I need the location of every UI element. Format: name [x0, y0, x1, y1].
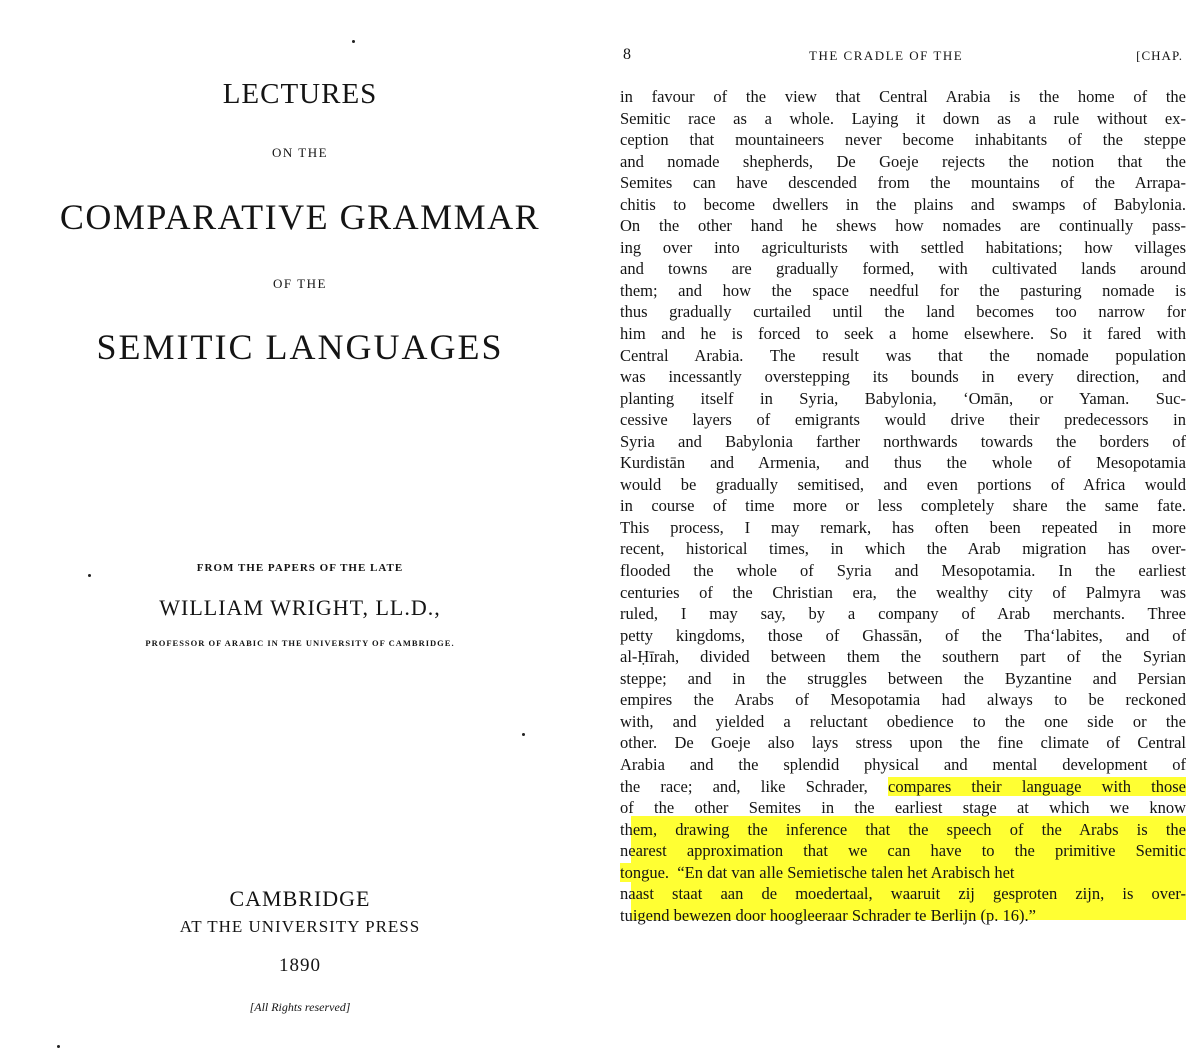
text-line: chitis to become dwellers in the plains and swamps of Babylonia. [620, 194, 1186, 214]
imprint-city: CAMBRIDGE [229, 886, 371, 911]
text-page [600, 0, 1200, 1055]
text-line: him and he is forced to seek a home elsewhere. So it fared with [620, 324, 1186, 344]
text-line: cessive layers of emigrants would drive their predecessors in [620, 410, 1186, 430]
author-affiliation: PROFESSOR OF ARABIC IN THE UNIVERSITY OF CAMBRIDGE. [145, 638, 455, 648]
title-on-the: ON THE [271, 145, 329, 160]
text-line: and towns are gradually formed, with cultivated lands around [620, 259, 1186, 279]
page-number: 8 [623, 46, 631, 63]
text-line: planting itself in Syria, Babylonia, ‘Omān, or Yaman. Suc- [620, 388, 1186, 408]
imprint-year: 1890 [279, 955, 321, 976]
text-line-highlight-start: the race; and, like Schrader, compares their language with those [620, 776, 1186, 796]
text-line: empires the Arabs of Mesopotamia had always to be reckoned [620, 690, 1186, 710]
title-lectures: LECTURES [222, 78, 378, 110]
running-head [623, 46, 1183, 66]
text-line: Syria and Babylonia farther northwards towards the borders of [620, 431, 1186, 451]
text-line: them, drawing the inference that the speech of the Arabs is the [620, 819, 1186, 839]
text-line: would be gradually semitised, and even portions of Africa would [620, 474, 1186, 494]
imprint-press: AT THE UNIVERSITY PRESS [179, 917, 421, 936]
text-line: al-Ḥīrah, divided between them the southern part of the Syrian [620, 647, 1186, 667]
text-line: with, and yielded a reluctant obedience to the one side or the [620, 711, 1186, 731]
text-line: On the other hand he shews how nomades are continually pass- [620, 216, 1186, 236]
text-line: Semites can have descended from the mountains of the Arrapa- [620, 173, 1186, 193]
text-line: Semitic race as a whole. Laying it down as a rule without ex- [620, 108, 1186, 128]
title-semitic-languages: SEMITIC LANGUAGES [96, 327, 504, 367]
text-line: Arabia and the splendid physical and mental development of [620, 754, 1186, 774]
chapter-mark: [CHAP. [1136, 48, 1183, 63]
from-papers-line: FROM THE PAPERS OF THE LATE [196, 562, 404, 574]
text-line: steppe; and in the struggles between the Byzantine and Persian [620, 668, 1186, 688]
running-title: THE CRADLE OF THE [809, 48, 964, 63]
text-line: was incessantly overstepping its bounds in every direction, and [620, 367, 1186, 387]
highlighted-text: compares their language with those [888, 776, 1186, 796]
text-line: Kurdistān and Armenia, and thus the whole of Mesopotamia [620, 453, 1186, 473]
text-line: in favour of the view that Central Arabia is the home of the [620, 87, 1186, 106]
author-name: WILLIAM WRIGHT, LL.D., [159, 595, 441, 620]
text-line: in course of time more or less completely share the same fate. [620, 496, 1186, 516]
text-line: ception that mountaineers never become inhabitants of the steppe [620, 130, 1186, 150]
text-line: naast staat aan de moedertaal, waaruit zij gesproten zijn, is over- [620, 884, 1186, 904]
text-line: Central Arabia. The result was that the nomade population [620, 345, 1186, 365]
title-comparative-grammar: COMPARATIVE GRAMMAR [59, 197, 541, 237]
text-line: them; and how the space needful for the pasturing nomade is [620, 280, 1186, 300]
text-line: tuigend bewezen door hoogleeraar Schrader te Berlijn (p. 16).” [620, 905, 1036, 925]
text-line: thus gradually curtailed until the land becomes too narrow for [620, 302, 1186, 322]
rights-notice: [All Rights reserved] [249, 1000, 351, 1014]
text-line: centuries of the Christian era, the wealthy city of Palmyra was [620, 582, 1186, 602]
text-line: ing over into agriculturists with settled habitations; how villages [620, 237, 1186, 257]
text-line: other. De Goeje also lays stress upon the fine climate of Central [620, 733, 1186, 753]
print-speck [522, 733, 525, 736]
print-speck [352, 40, 355, 43]
text-line: recent, historical times, in which the Arab migration has over- [620, 539, 1186, 559]
text-line: ruled, I may say, by a company of Arab merchants. Three [620, 604, 1186, 624]
title-of-the: OF THE [273, 276, 327, 291]
body-text [620, 86, 1186, 926]
print-speck [88, 574, 91, 577]
text-line: petty kingdoms, those of Ghassān, of the Tha‘labites, and of [620, 625, 1186, 645]
highlighted-text: tongue. [620, 862, 670, 882]
text-line: and nomade shepherds, De Goeje rejects the notion that the [620, 151, 1186, 171]
text-line: This process, I may remark, has often been repeated in more [620, 517, 1186, 537]
text-line: nearest approximation that we can have to the primitive Semitic [620, 841, 1186, 861]
print-speck [57, 1045, 60, 1048]
text-line-highlight-end: tongue. “En dat van alle Semietische talen het Arabisch het [620, 862, 1015, 882]
text-line: flooded the whole of Syria and Mesopotamia. In the earliest [620, 561, 1186, 581]
text-line: of the other Semites in the earliest stage at which we know [620, 798, 1186, 818]
